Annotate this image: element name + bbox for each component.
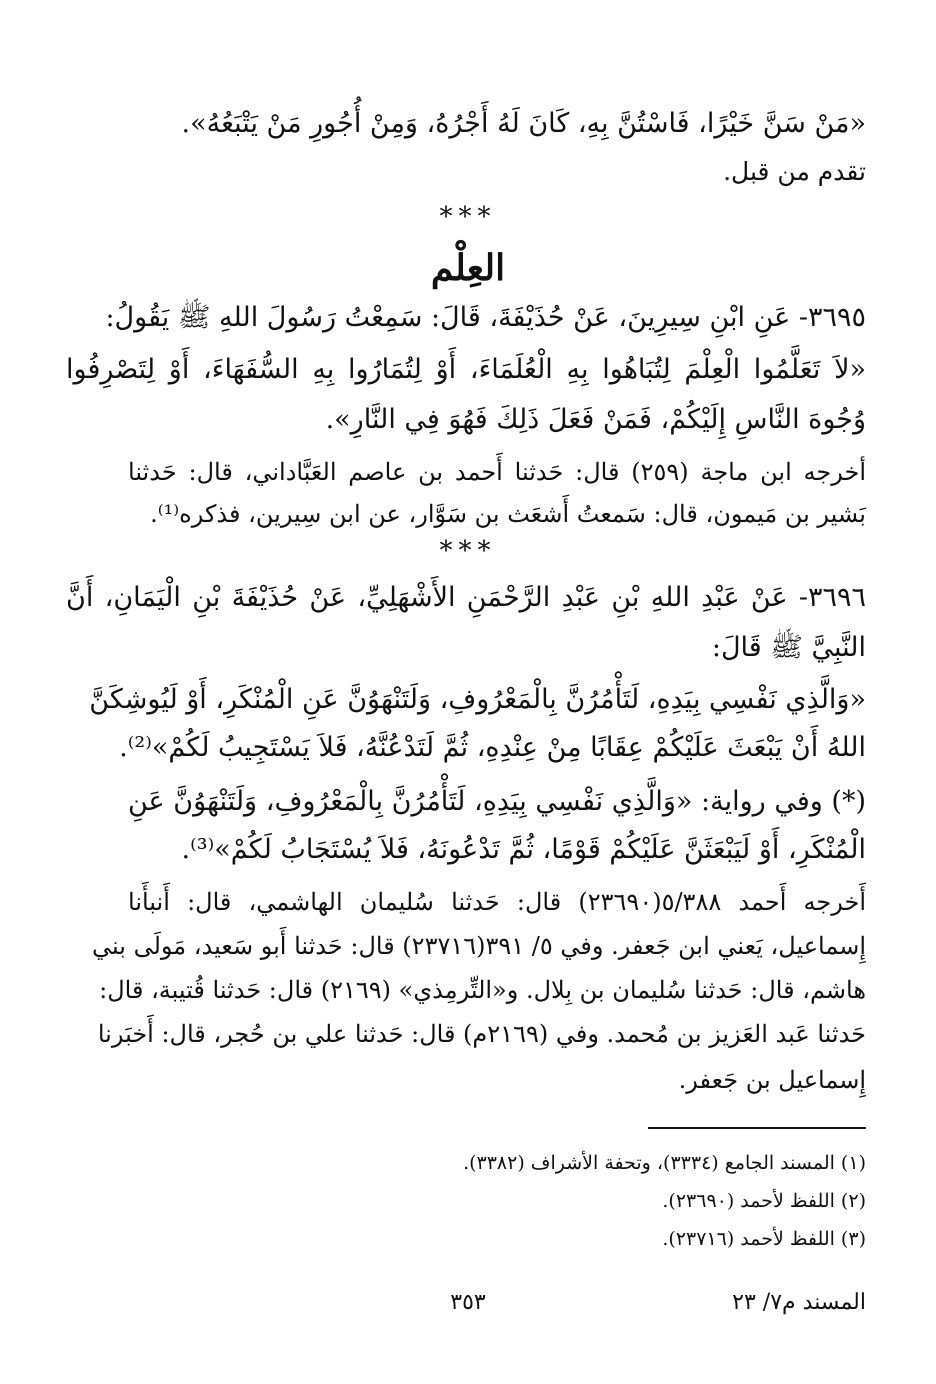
hadith-3696-intro-line-1: ٣٦٩٦- عَنْ عَبْدِ اللهِ بْنِ عَبْدِ الرَّحْمَنِ الأَشْهَلِيِّ، عَنْ حُذَيْفَةَ بْنِ الْيَمَانِ، أَنَّ bbox=[66, 582, 866, 613]
hadith-3696-intro-line-2: النَّبِيَّ ﷺ قَالَ: bbox=[711, 632, 866, 663]
hadith-3695-takhrij-line-2: بَشير بن مَيمون، قال: سَمعتُ أَشعَث بن سَوَّار، عن ابن سِيرين، فذكره⁽¹⁾. bbox=[150, 500, 866, 528]
hadith-3696-text-line-1: «وَالَّذِي نَفْسِي بِيَدِهِ، لَتَأْمُرُنَّ بِالْمَعْرُوفِ، وَلَتَنْهَوُنَّ عَنِ الْمُنْكَرِ، أَوْ لَيُوشِكَنَّ bbox=[89, 684, 866, 715]
section-title: العِلْم bbox=[430, 247, 506, 289]
hadith-3696-takhrij-line-1: أَخرجه أَحمد ٥/٣٨٨(٢٣٦٩٠) قال: حَدثنا سُليمان الهاشمي، قال: أَنبأَنا bbox=[128, 888, 866, 916]
hadith-3695-text-line-2: وُجُوهَ النَّاسِ إِلَيْكُمْ، فَمَنْ فَعَلَ ذَلِكَ فَهُوَ فِي النَّارِ». bbox=[325, 404, 866, 435]
hadith-3696-takhrij-line-5: إِسماعيل بن جَعفر. bbox=[678, 1066, 866, 1094]
hadith-3695-text-line-1: «لاَ تَعَلَّمُوا الْعِلْمَ لِتُبَاهُوا بِهِ الْعُلَمَاءَ، أَوْ لِتُمَارُوا بِهِ السُّفَهَاءَ، أَوْ لِتَصْرِفُوا bbox=[66, 354, 867, 385]
hadith-3696-text-line-2: اللهُ أَنْ يَبْعَثَ عَلَيْكُمْ عِقَابًا مِنْ عِنْدِهِ، ثُمَّ لَتَدْعُنَّهُ، فَلاَ يَسْتَجِيبُ لَكُمْ»⁽²⁾. bbox=[119, 732, 866, 763]
footnote-1: (١) المسند الجامع (٣٣٣٤)، وتحفة الأشراف (٣٣٨٢). bbox=[463, 1152, 866, 1174]
hadith-3696-takhrij-line-3: هاشم، قال: حَدثنا سُليمان بن بِلال. و«التِّرمِذي» (٢١٦٩) قال: حَدثنا قُتيبة، قال: bbox=[99, 976, 866, 1004]
footer-book-reference: المسند م٧/ ٢٣ bbox=[732, 1290, 866, 1315]
separator-stars: *** bbox=[439, 536, 497, 566]
hadith-3695-takhrij-line-1: أخرجه ابن ماجة (٢٥٩) قال: حَدثنا أَحمد بن عاصم العَبَّاداني، قال: حَدثنا bbox=[128, 458, 867, 486]
footnote-divider bbox=[648, 1127, 866, 1129]
page-number: ٣٥٣ bbox=[450, 1290, 486, 1315]
hadith-3696-variant-line-2: الْمُنْكَرِ، أَوْ لَيَبْعَثَنَّ عَلَيْكُمْ قَوْمًا، ثُمَّ تَدْعُونَهُ، فَلاَ يُسْتَجَابُ لَكُمْ»⁽³⁾. bbox=[181, 834, 866, 865]
footnote-2: (٢) اللفظ لأحمد (٢٣٦٩٠). bbox=[662, 1190, 866, 1212]
hadith-3696-takhrij-line-2: إِسماعيل، يَعني ابن جَعفر. وفي ٥/ ٣٩١(٢٣٧١٦) قال: حَدثنا أَبو سَعيد، مَولَى بني bbox=[92, 932, 866, 960]
hadith-quote: «مَنْ سَنَّ خَيْرًا، فَاسْتُنَّ بِهِ، كَانَ لَهُ أَجْرُهُ، وَمِنْ أُجُورِ مَنْ يَتْبَعُهُ». bbox=[181, 108, 866, 139]
hadith-3695-intro: ٣٦٩٥- عَنِ ابْنِ سِيرِينَ، عَنْ حُذَيْفَةَ، قَالَ: سَمِعْتُ رَسُولَ اللهِ ﷺ يَقُولُ: bbox=[105, 302, 866, 333]
cross-reference-note: تقدم من قبل. bbox=[723, 157, 866, 186]
hadith-3696-variant-line-1: (*) وفي رواية: «وَالَّذِي نَفْسِي بِيَدِهِ، لَتَأْمُرُنَّ بِالْمَعْرُوفِ، وَلَتَنْهَوُنَّ عَنِ bbox=[128, 786, 866, 817]
separator-stars: *** bbox=[439, 202, 497, 232]
hadith-3696-takhrij-line-4: حَدثنا عَبد العَزيز بن مُحمد. وفي (٢١٦٩م) قال: حَدثنا علي بن حُجر، قال: أَخبَرنا bbox=[97, 1020, 866, 1048]
footnote-3: (٣) اللفظ لأحمد (٢٣٧١٦). bbox=[662, 1228, 866, 1250]
